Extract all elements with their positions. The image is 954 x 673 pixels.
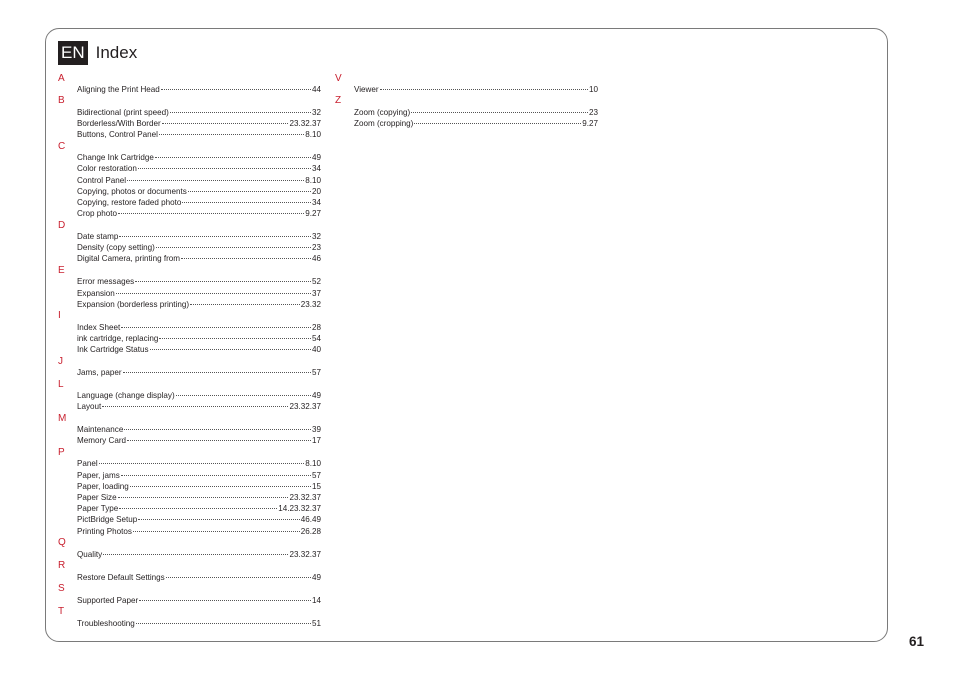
dot-leader bbox=[133, 531, 300, 532]
index-term: Panel bbox=[77, 459, 98, 469]
index-term: PictBridge Setup bbox=[77, 515, 138, 525]
index-page-ref: 49 bbox=[311, 153, 321, 163]
dot-leader bbox=[155, 157, 311, 158]
index-entry bbox=[77, 526, 321, 537]
index-entry bbox=[77, 163, 321, 174]
index-entry bbox=[77, 197, 321, 208]
index-term: Troubleshooting bbox=[77, 618, 135, 628]
index-letter: Z bbox=[335, 95, 342, 107]
index-letter: T bbox=[58, 606, 65, 618]
index-page-ref: 23.32.37 bbox=[289, 402, 321, 412]
index-entry bbox=[77, 322, 321, 333]
dot-leader bbox=[116, 293, 311, 294]
index-letter: A bbox=[58, 72, 65, 84]
index-page-ref: 23.32 bbox=[300, 299, 321, 309]
index-page-ref: 46 bbox=[311, 254, 321, 264]
dot-leader bbox=[162, 123, 289, 124]
index-page-ref: 23.32.37 bbox=[289, 549, 321, 559]
index-entry bbox=[77, 84, 321, 95]
index-term: Paper Type bbox=[77, 504, 119, 514]
dot-leader bbox=[121, 475, 311, 476]
dot-leader bbox=[127, 440, 311, 441]
index-letter: P bbox=[58, 447, 65, 459]
index-term: Date stamp bbox=[77, 232, 119, 242]
dot-leader bbox=[182, 202, 311, 203]
index-letter: J bbox=[58, 355, 63, 367]
index-term: Expansion bbox=[77, 288, 115, 298]
index-entry bbox=[77, 118, 321, 129]
index-entry bbox=[77, 175, 321, 186]
index-page-ref: 8.10 bbox=[305, 175, 321, 185]
dot-leader bbox=[123, 372, 311, 373]
dot-leader bbox=[102, 406, 288, 407]
index-term: Copying, photos or documents bbox=[77, 186, 187, 196]
dot-leader bbox=[135, 281, 311, 282]
index-entry bbox=[77, 276, 321, 287]
index-term: Viewer bbox=[354, 84, 379, 94]
index-letter: E bbox=[58, 265, 65, 277]
index-term: Zoom (cropping) bbox=[354, 118, 414, 128]
dot-leader bbox=[130, 486, 311, 487]
dot-leader bbox=[161, 89, 311, 90]
index-term: Borderless/With Border bbox=[77, 118, 161, 128]
index-entry bbox=[77, 470, 321, 481]
index-column-right bbox=[335, 72, 598, 129]
index-page-ref: 14 bbox=[311, 595, 321, 605]
index-entry bbox=[354, 118, 598, 129]
dot-leader bbox=[380, 89, 588, 90]
dot-leader bbox=[119, 508, 277, 509]
index-entry bbox=[77, 129, 321, 140]
index-page-ref: 32 bbox=[311, 232, 321, 242]
index-page-ref: 17 bbox=[311, 436, 321, 446]
index-entry bbox=[77, 344, 321, 355]
index-page-ref: 23.32.37 bbox=[289, 493, 321, 503]
dot-leader bbox=[136, 623, 311, 624]
index-term: Supported Paper bbox=[77, 595, 139, 605]
index-term: Color restoration bbox=[77, 164, 137, 174]
index-term: Buttons, Control Panel bbox=[77, 130, 158, 140]
index-entry bbox=[77, 152, 321, 163]
dot-leader bbox=[159, 338, 311, 339]
index-term: Change Ink Cartridge bbox=[77, 153, 154, 163]
dot-leader bbox=[166, 577, 311, 578]
index-page-ref: 52 bbox=[311, 277, 321, 287]
index-page-ref: 9.27 bbox=[582, 118, 598, 128]
index-term: Expansion (borderless printing) bbox=[77, 299, 190, 309]
index-letter: D bbox=[58, 219, 66, 231]
index-page-ref: 8.10 bbox=[305, 130, 321, 140]
index-page-ref: 34 bbox=[311, 197, 321, 207]
index-page-ref: 28 bbox=[311, 322, 321, 332]
index-term: Control Panel bbox=[77, 175, 127, 185]
index-term: Layout bbox=[77, 402, 102, 412]
index-page-ref: 57 bbox=[311, 368, 321, 378]
index-entry bbox=[77, 242, 321, 253]
index-term: Maintenance bbox=[77, 425, 124, 435]
index-term: Index Sheet bbox=[77, 322, 121, 332]
index-term: Copying, restore faded photo bbox=[77, 197, 182, 207]
index-entry bbox=[77, 481, 321, 492]
index-entry bbox=[77, 208, 321, 219]
index-page-ref: 23.32.37 bbox=[289, 118, 321, 128]
index-entry bbox=[77, 107, 321, 118]
dot-leader bbox=[190, 304, 300, 305]
language-tag: EN bbox=[58, 41, 88, 65]
index-letter: B bbox=[58, 95, 65, 107]
page-title: Index bbox=[95, 43, 138, 62]
index-page-ref: 8.10 bbox=[305, 459, 321, 469]
index-page-ref: 20 bbox=[311, 186, 321, 196]
page-number: 61 bbox=[909, 634, 925, 649]
index-page-ref: 54 bbox=[311, 333, 321, 343]
dot-leader bbox=[127, 180, 304, 181]
index-term: Paper, jams bbox=[77, 470, 120, 480]
dot-leader bbox=[411, 112, 588, 113]
index-term: Restore Default Settings bbox=[77, 572, 165, 582]
index-letter: S bbox=[58, 583, 65, 595]
index-page-ref: 40 bbox=[311, 345, 321, 355]
dot-leader bbox=[138, 519, 299, 520]
index-entry bbox=[77, 253, 321, 264]
index-term: Language (change display) bbox=[77, 391, 175, 401]
index-page-ref: 10 bbox=[588, 84, 598, 94]
index-column-left bbox=[58, 72, 321, 629]
index-page-ref: 57 bbox=[311, 470, 321, 480]
index-entry bbox=[77, 299, 321, 310]
index-entry bbox=[77, 231, 321, 242]
index-page-ref: 49 bbox=[311, 572, 321, 582]
index-page-ref: 15 bbox=[311, 481, 321, 491]
dot-leader bbox=[119, 236, 311, 237]
index-entry bbox=[77, 367, 321, 378]
index-entry bbox=[77, 503, 321, 514]
index-entry bbox=[77, 572, 321, 583]
dot-leader bbox=[121, 327, 311, 328]
dot-leader bbox=[188, 191, 311, 192]
index-letter: V bbox=[335, 72, 342, 84]
index-term: Printing Photos bbox=[77, 526, 132, 536]
index-term: Density (copy setting) bbox=[77, 243, 155, 253]
index-term: Bidirectional (print speed) bbox=[77, 107, 169, 117]
dot-leader bbox=[170, 112, 311, 113]
index-header bbox=[58, 41, 137, 65]
index-page-ref: 44 bbox=[311, 84, 321, 94]
dot-leader bbox=[139, 600, 311, 601]
index-entry bbox=[77, 288, 321, 299]
index-page-ref: 46.49 bbox=[300, 515, 321, 525]
index-entry bbox=[354, 107, 598, 118]
dot-leader bbox=[150, 349, 311, 350]
dot-leader bbox=[414, 123, 581, 124]
index-term: Error messages bbox=[77, 277, 135, 287]
index-entry bbox=[77, 424, 321, 435]
index-term: Quality bbox=[77, 549, 103, 559]
index-entry bbox=[77, 186, 321, 197]
index-term: Digital Camera, printing from bbox=[77, 254, 181, 264]
index-entry bbox=[77, 458, 321, 469]
index-page-ref: 49 bbox=[311, 391, 321, 401]
index-entry bbox=[77, 549, 321, 560]
index-page-ref: 9.27 bbox=[305, 209, 321, 219]
index-entry bbox=[354, 84, 598, 95]
dot-leader bbox=[181, 258, 311, 259]
index-entry bbox=[77, 333, 321, 344]
dot-leader bbox=[118, 213, 304, 214]
dot-leader bbox=[103, 554, 288, 555]
dot-leader bbox=[156, 247, 311, 248]
index-page-ref: 32 bbox=[311, 107, 321, 117]
index-page-ref: 51 bbox=[311, 618, 321, 628]
index-letter: I bbox=[58, 310, 61, 322]
dot-leader bbox=[118, 497, 289, 498]
index-term: Aligning the Print Head bbox=[77, 84, 160, 94]
index-entry bbox=[77, 514, 321, 525]
index-page-ref: 37 bbox=[311, 288, 321, 298]
index-page-ref: 34 bbox=[311, 164, 321, 174]
dot-leader bbox=[99, 463, 305, 464]
dot-leader bbox=[159, 134, 304, 135]
index-letter: Q bbox=[58, 537, 66, 549]
index-term: Memory Card bbox=[77, 436, 127, 446]
index-entry bbox=[77, 492, 321, 503]
dot-leader bbox=[176, 395, 311, 396]
index-entry bbox=[77, 401, 321, 412]
index-term: Jams, paper bbox=[77, 368, 122, 378]
index-letter: M bbox=[58, 413, 67, 424]
index-entry bbox=[77, 595, 321, 606]
index-term: Paper, loading bbox=[77, 481, 129, 491]
dot-leader bbox=[124, 429, 311, 430]
dot-leader bbox=[138, 168, 311, 169]
index-term: Paper Size bbox=[77, 493, 117, 503]
index-term: Ink Cartridge Status bbox=[77, 345, 149, 355]
index-page-ref: 14.23.32.37 bbox=[278, 504, 321, 514]
index-page-ref: 39 bbox=[311, 425, 321, 435]
index-entry bbox=[77, 435, 321, 446]
index-page-ref: 26.28 bbox=[300, 526, 321, 536]
index-page-ref: 23 bbox=[588, 107, 598, 117]
index-term: ink cartridge, replacing bbox=[77, 333, 159, 343]
index-page-ref: 23 bbox=[311, 243, 321, 253]
index-letter: R bbox=[58, 560, 66, 572]
index-term: Crop photo bbox=[77, 209, 118, 219]
index-entry bbox=[77, 390, 321, 401]
index-letter: C bbox=[58, 140, 66, 152]
index-entry bbox=[77, 618, 321, 629]
index-letter: L bbox=[58, 378, 64, 390]
index-term: Zoom (copying) bbox=[354, 107, 411, 117]
